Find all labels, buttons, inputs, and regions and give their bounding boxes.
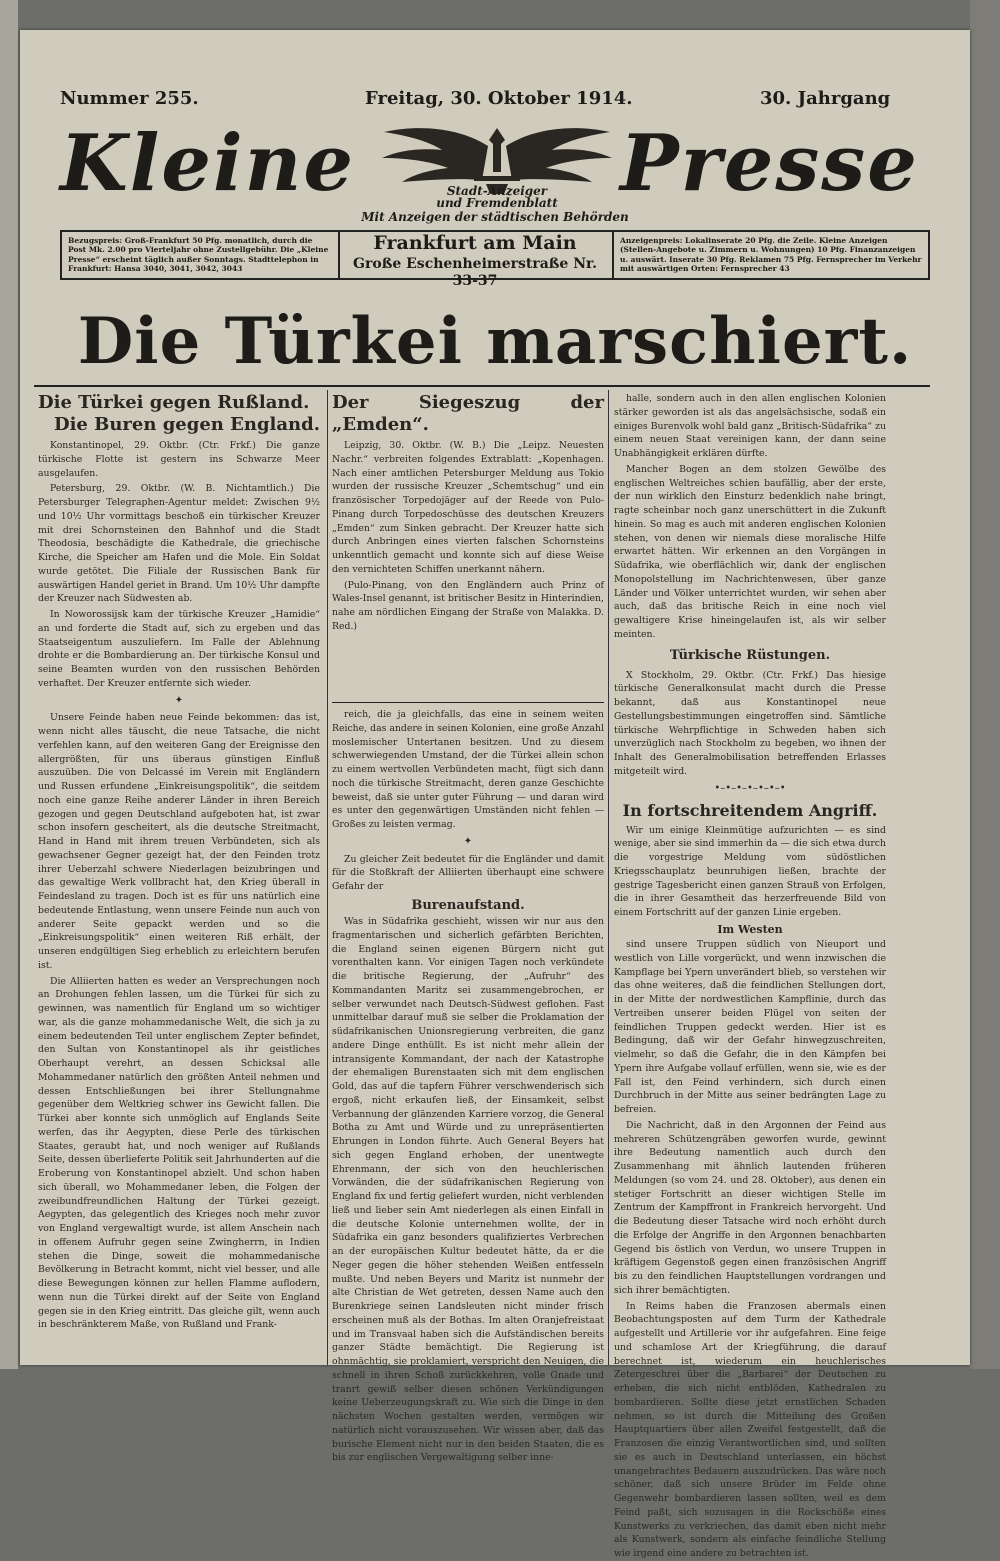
street: Große Eschenheimerstraße Nr. 33-37 xyxy=(353,256,597,289)
column-2-top xyxy=(332,392,604,702)
masthead-left: Kleine xyxy=(60,118,356,209)
paragraph: In Reims haben die Franzosen abermals einen Beobachtungsposten auf dem Turm der Kathedrale aufgestellt und Artillerie vor ihr aufgefahren. Eine feige und schamlose Art der Kriegführung, die darauf berechnet ist, wiederum ein heuchlerisches Zetergeschrei über die „Barbarei“ der Deutschen zu erheben, die sich nicht entblöden, Kathedralen zu bombardieren. Sollte diese jetzt ernstlichen Schaden nehmen, so ist durch die Mitteilung des Großen Hauptquartiers über allen Zweifel festgestellt, daß die Franzosen die einzig Verantwortlichen sind, und sollten sie es auch in Deutschland unterlassen, ein höchst unangebrachtes Bedauern auszudrücken. Das wäre noch schöner, daß sich unsere Brüder im Felde ohne Gegenwehr bombardieren lassen sollten, weil es dem Feind paßt, sich sozusagen in die Rockschöße eines Kunstwerks zu verkriechen, das damit eben nicht mehr als Kunstwerk, sondern als einfache feindliche Stellung wie irgend eine andere zu betrachten ist. xyxy=(614,1300,886,1560)
section-divider: ✦ xyxy=(463,835,473,847)
section-heading: Burenaufstand. xyxy=(411,897,525,913)
paragraph: X Stockholm, 29. Oktbr. (Ctr. Frkf.) Das hiesige türkische Generalkonsulat macht durch die Presse bekannt, daß aus Konstantinopel neue Gestellungsbestimmungen eingetroffen sind. Sämtliche türkische Wehrpflichtige in Schweden haben sich unverzüglich nach Stockholm zu begeben, wo ihnen der Inhalt des Generalmobilisation betreffenden Erlasses mitgeteilt wird. xyxy=(614,669,886,777)
paragraph: Was in Südafrika geschieht, wissen wir nur aus den fragmentarischen und sicherlich gefärbten Berichten, die England seinen eigenen Bürgern nicht gut vorenthalten kann. Vor einigen Tagen noch verkündete die britische Regierung, der „Aufruhr“ des Kommandanten Maritz sei zusammengebrochen, er selber verwundet nach Deutsch-Südwest geflohen. Fast unmittelbar darauf muß sie selber die Proklamation der südafrikanischen Unionsregierung verbreiten, die ganz andere Dinge enthüllt. Es ist nicht mehr allein der intransigente Kommandant, der nach der Katastrophe der ehemaligen Burenstaaten sich mit dem englischen Gold, das auf die tapfern Führer verschwenderisch sich ergoß, nicht erkaufen ließ, der Einsamkeit, selbst Verbannung der glänzenden Karriere vorzog, die General Botha zu Amt und Würde und zu unrepräsentierten Ehrungen in London führte. Auch General Beyers hat sich gegen England erhoben, der unentwegte Ehrenmann, der sich von den heuchlerischen Vorwänden, die der südafrikanischen Regierung von England fix und fertig geliefert wurden, nicht verblenden ließ und lieber sein Amt niederlegen als einen Einfall in die deutsche Kolonie unternehmen wollte, der in Südafrika ein ganz besonders qualifiziertes Verbrechen an der europäischen Kultur bedeutet hätte, da er die Neger gegen die höher stehenden Weißen entfesseln mußte. Und neben Beyers und Maritz ist nunmehr der alte Christian de Wet getreten, dessen Name auch den Burenkriege seinen Landsleuten nicht minder frisch erscheinen muß als der Bothas. Im alten Oranjefreistaat und im Transvaal haben sich die Aufständischen bereits ganzer Städte bemächtigt. Die Regierung ist ohnmächtig, sie proklamiert, verspricht den Neuigen, die schnell in ihren Schoß zurückkehren, volle Gnade und tranrt gewiß selber diesen schönen Verkündigungen keine Ueberzeugungskraft zu. Wie sich die Dinge in den nächsten Wochen gestalten werden, vermögen wir natürlich nicht vorauszusehen. Wir wissen aber, daß das burische Element nicht nur in den beiden Staaten, die es bis zur englischen Vergewaltigung selber inne- xyxy=(332,916,604,1464)
article-rule xyxy=(332,702,604,703)
paragraph: sind unsere Truppen südlich von Nieuport und westlich von Lille vorgerückt, und wenn inzwischen die Kampflage bei Ypern unverändert blieb, so verstehen wir das ohne weiteres, daß die feindlichen Stellungen dort, in der Mitte der nordwestlichen Kampflinie, durch das Vertreiben unserer beiden Flügel von seiten der feindlichen Truppen gedeckt werden. Hier ist es Bedingung, daß wir der Gefahr hinwegzuschreiten, vielmehr, so daß die Gefahr, die in den Kämpfen bei Ypern ihre Aufgabe vollauf erfüllen, wenn sie, wie es der Fall ist, den Feind verhindern, sich durch einen Durchbruch in der Mitte aus seiner bedrängten Lage zu befreien. xyxy=(614,939,886,1116)
article-heading: Der Siegeszug der „Emden“. xyxy=(332,392,604,435)
page-edge xyxy=(0,0,18,1369)
paragraph: Mancher Bogen an dem stolzen Gewölbe des englischen Weltreiches schien baufällig, aber der erste, der nun wirklich den Einsturz bedenklich nahe bringt, ragte scheinbar noch ganz unerschüttert in die Zukunft hinein. So mag es auch mit anderen englischen Kolonien stehen, von denen wir niemals diese moralische Hilfe erwartet hätten. Wir erkennen an den Vorgängen in Südafrika, wie oberflächlich wir, dank der englischen Monopolstellung im Nachrichtenwesen, über ganze Länder und Völker unterrichtet wurden, wir sehen aber auch, daß das britische Reich in eine noch viel gewaltigere Krise hineingelaufen ist, als wir selber meinten. xyxy=(614,463,886,640)
article-heading: Die Türkei gegen Rußland. xyxy=(38,392,310,413)
city: Frankfurt am Main xyxy=(373,232,577,254)
article-subheading: Die Buren gegen England. xyxy=(53,413,320,435)
subtitle-2: und Fremdenblatt xyxy=(436,196,558,210)
headline-rule xyxy=(34,385,930,387)
masthead-right: Presse xyxy=(620,118,919,209)
section-divider: •–•–•–•–•–•–• xyxy=(714,782,786,794)
column-3 xyxy=(614,392,886,1560)
column-1 xyxy=(38,392,320,1362)
paragraph: Konstantinopel, 29. Oktbr. (Ctr. Frkf.) Die ganze türkische Flotte ist gestern ins Schwarze Meer ausgelaufen. xyxy=(38,440,320,479)
newspaper-page xyxy=(20,30,970,1560)
paragraph: Die Alliierten hatten es weder an Versprechungen noch an Drohungen fehlen lassen, um die Türkei für sich zu gewinnen, was namentlich für England um so wichtiger war, als die ganze mohammedanische Welt, die sich ja zu einem bedeutenden Teil unter englischem Zepter befindet, den Sultan von Konstantinopel als ihr geistliches Oberhaupt verehrt, an dessen Schicksal alle Mohammedaner natürlich den größten Anteil nehmen und dessen Entschließungen bei ihrer Stellungnahme gegenüber dem Weltkrieg schwer ins Gewicht fallen. Die Türkei aber konnte sich unmöglich auf Englands Seite werfen, das ihr Aegypten, diese Perle des türkischen Staates, geraubt hat, und noch weniger auf Rußlands Seite, dessen überlieferte Politik seit Jahrhunderten auf die Eroberung von Konstantinopel abzielt. Und schon haben sich überall, wo Mohammedaner leben, die Folgen der zweibundfreundlichen Haltung der Türkei gezeigt. Aegypten, das gelegentlich des Krieges noch mehr zuvor von England vergewaltigt wurde, ist allem Anschein nach in offenem Aufruhr gegen seine Zwingherrn, in Indien stehen die Dinge, soweit die mohammedanische Bevölkerung in Betracht kommt, nicht viel besser, und alle diese Bewegungen können zur hellen Flamme auflodern, wenn nun die Türkei direkt auf der Seite von England gegen sie in den Krieg eintritt. Das gleiche gilt, wenn auch in beschränkterem Maße, von Rußland und Frank- xyxy=(38,975,320,1331)
paragraph: Die Nachricht, daß in den Argonnen der Feind aus mehreren Schützengräben geworfen wurde, gewinnt ihre Bedeutung namentlich auch durch den Zusammenhang mit ähnlich lautenden früheren Meldungen (so vom 24. und 28. Oktober), aus denen ein stetiger Fortschritt an dieser wichtigen Stelle im Zentrum der Kampffront in Frankreich hervorgeht. Und die Bedeutung dieser Tatsache wird noch erhöht durch die Erfolge der Angriffe in den Argonnen benachbarten Gegend bis östlich von Verdun, wo unsere Truppen in kräftigem Gegenstoß gegen einen französischen Angriff bis zu den feindlichen Hauptstellungen vordrangen und sich ihrer bemächtigten. xyxy=(614,1119,886,1296)
paragraph: Zu gleicher Zeit bedeutet für die Engländer und damit für die Stoßkraft der Alliierten überhaupt eine schwere Gefahr der xyxy=(332,853,604,893)
column-rule-2 xyxy=(608,390,609,1365)
column-2-bottom xyxy=(332,708,604,1464)
section-heading: Türkische Rüstungen. xyxy=(669,647,831,663)
subtitle-1: Stadt-Anzeiger xyxy=(446,184,548,198)
paragraph: Unsere Feinde haben neue Feinde bekommen: das ist, wenn nicht alles täuscht, die neue Tatsache, die nicht verfehlen kann, auf den weiteren Gang der Ereignisse den allergrößten, für uns überaus günstigen Einfluß auszuüben. Die von Delcassé im Verein mit Engländern und Russen erfundene „Einkreisungspolitik“, die seitdem noch eine ganze Reihe anderer Länder in ihren Bereich gezogen und gegen Deutschland aufgeboten hat, ist zwar schon insofern gescheitert, als die deutsche Streitmacht, Hand in Hand mit ihrem treuen Verbündeten, sich als gewachsener Gegner gezeigt hat, der den Feinden trotz ihrer Ueberzahl schwere Niederlagen beizubringen und das gewaltige Werk vollbracht hat, den Krieg überall in Feindesland zu tragen. Doch ist es für uns natürlich eine bedeutende Entlastung, wenn unsere Feinde nun auch von anderer Seite gepackt werden und so die „Einkreisungspolitik“ einen weiteren Riß erhält, der unseren endgültigen Sieg erheblich zu erleichtern berufen ist. xyxy=(38,712,320,971)
paragraph: In Noworossijsk kam der türkische Kreuzer „Hamidie“ an und forderte die Stadt auf, sich zu ergeben und das Staatseigentum auszuliefern. Im Falle der Ablehnung drohte er die Bombardierung an. Der türkische Konsul und seine Beamten wurden von den russischen Behörden verhaftet. Der Kreuzer entfernte sich wieder. xyxy=(38,609,320,689)
paragraph: halle, sondern auch in den allen englischen Kolonien stärker geworden ist als das angelsächsische, sodaß ein einiges Burenvolk wohl bald ganz „Britisch-Südafrika“ zu einem neuen Staat vereinigen kann, der dann seine Unabhängigkeit erklären dürfte. xyxy=(614,393,886,459)
paragraph: Leipzig, 30. Oktbr. (W. B.) Die „Leipz. Neuesten Nachr.“ verbreiten folgendes Extrablatt: „Kopenhagen. Nach einer amtlichen Petersburger Meldung aus Tokio wurden der russische Kreuzer „Schemtschug“ und ein französischer Torpedojäger auf der Reede von Pulo-Pinang durch Torpedoschüsse des deutschen Kreuzers „Emden“ zum Sinken gebracht. Der Kreuzer hatte sich durch Anbringen eines vierten falschen Schornsteins unkenntlich gemacht und konnte sich auf diese Weise den vernichteten Schiffen unerkannt nähern. xyxy=(332,440,604,575)
section-heading: Im Westen xyxy=(717,922,783,936)
section-divider: ✦ xyxy=(174,694,184,706)
volume: 30. Jahrgang xyxy=(760,88,891,109)
paragraph: Wir um einige Kleinmütige aufzurichten — es sind wenige, aber sie sind immerhin da — die sich etwa durch die vorgestrige Meldung vom südöstlichen Kriegsschauplatz beunruhigen ließen, brachte der gestrige Tagesbericht einen ganzen Strauß von Erfolgen, die in ihrer Gesamtheit das herzerfreuende Bild von einem Fortschritt auf der ganzen Linie ergeben. xyxy=(614,824,886,919)
subtitle-3: Mit Anzeigen der städtischen Behörden xyxy=(361,210,629,224)
article-heading: In fortschreitendem Angriff. xyxy=(622,800,878,820)
advertising-info: Anzeigenpreis: Lokalinserate 20 Pfg. die Zeile. Kleine Anzeigen (Stellen-Angebote u. Zimmern u. Wohnungen) 10 Pfg. Finanzanzeigen u. auswärt. Inserate 30 Pfg. Reklamen 75 Pfg. Fernsprecher im Verkehr mit auswärtigen Orten: Fernsprecher 43 xyxy=(612,230,930,280)
issue-number: Nummer 255. xyxy=(60,88,199,109)
subscription-info: Bezugspreis: Groß-Frankfurt 50 Pfg. monatlich, durch die Post Mk. 2.00 pro Vierteljahr ohne Zustellgebühr. Die „Kleine Presse“ erscheint täglich außer Sonntags. Stadttelephon in Frankfurt: Hansa 3040, 3041, 3042, 3043 xyxy=(60,230,340,280)
paragraph: reich, die ja gleichfalls, das eine in seinem weiten Reiche, das andere in seinen Kolonien, eine große Anzahl moslemischer Untertanen besitzen. Und zu diesem schwerwiegenden Umstand, der die Türkei allein schon zu einem wertvollen Verbündeten macht, fügt sich dann noch die türkische Streitmacht, deren ganze Geschichte beweist, daß sie unter guter Führung — und daran wird es unter den gegenwärtigen Umständen nicht fehlen — Großes zu leisten vermag. xyxy=(332,709,604,830)
paragraph: Petersburg, 29. Oktbr. (W. B. Nichtamtlich.) Die Petersburger Telegraphen-Agentur meldet: Zwischen 9½ und 10½ Uhr vormittags beschoß ein türkischer Kreuzer mit drei Schornsteinen den Bahnhof und die Stadt Theodosia, beschädigte die Kathedrale, die griechische Kirche, die Speicher am Hafen und die Mole. Ein Soldat wurde getötet. Die Filiale der Russischen Bank für auswärtigen Handel geriet in Brand. Um 10½ Uhr dampfte der Kreuzer nach Südwesten ab. xyxy=(38,483,320,605)
main-headline: Die Türkei marschiert. xyxy=(77,304,913,379)
issue-date: Freitag, 30. Oktober 1914. xyxy=(365,88,633,109)
column-rule-1 xyxy=(327,390,328,1365)
scan-background xyxy=(970,0,1000,1369)
paragraph: (Pulo-Pinang, von den Engländern auch Prinz of Wales-Insel genannt, ist britischer Besitz in Hinterindien, nahe am nördlichen Eingang der Straße von Malakka. D. Red.) xyxy=(332,579,604,632)
